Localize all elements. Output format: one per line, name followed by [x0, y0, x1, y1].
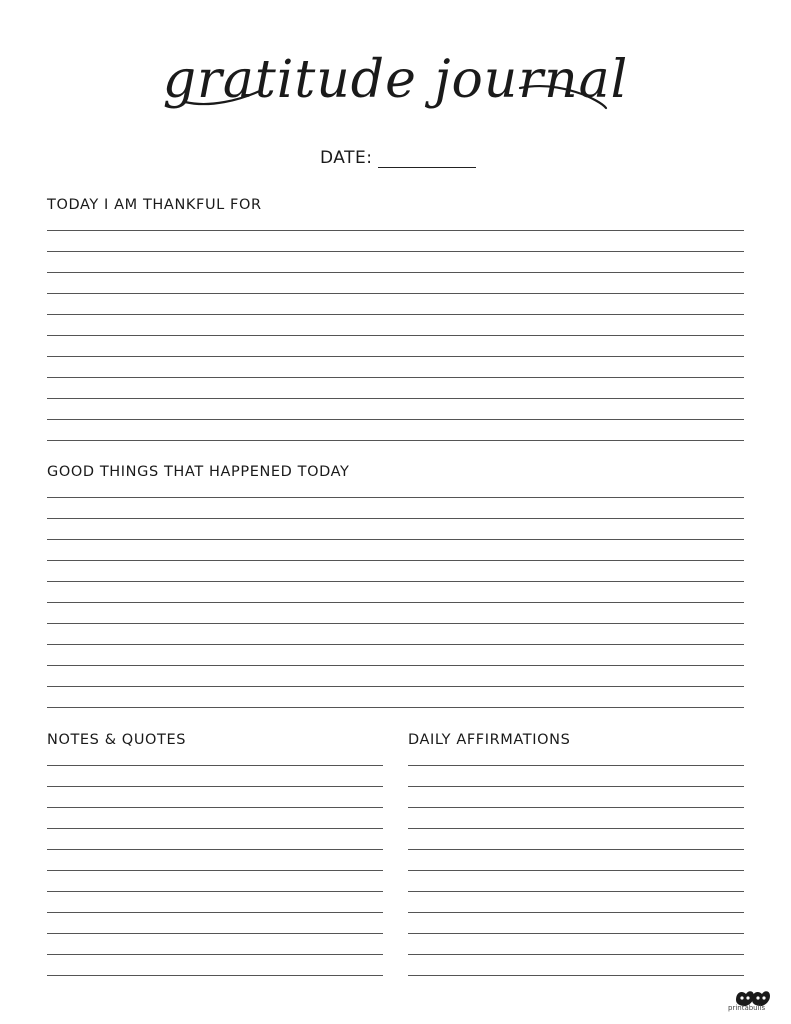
writing-line[interactable] — [47, 786, 383, 787]
writing-line[interactable] — [47, 293, 744, 294]
writing-line[interactable] — [47, 377, 744, 378]
writing-line[interactable] — [47, 497, 744, 498]
writing-line[interactable] — [47, 870, 383, 871]
writing-line[interactable] — [408, 786, 744, 787]
affirmations-lines[interactable] — [408, 765, 744, 977]
writing-line[interactable] — [47, 251, 744, 252]
writing-line[interactable] — [47, 807, 383, 808]
writing-line[interactable] — [47, 335, 744, 336]
writing-line[interactable] — [47, 975, 383, 976]
writing-line[interactable] — [408, 891, 744, 892]
writing-line[interactable] — [47, 581, 744, 582]
writing-line[interactable] — [408, 849, 744, 850]
writing-line[interactable] — [47, 398, 744, 399]
date-label: DATE: — [320, 148, 373, 168]
heading-affirmations: DAILY AFFIRMATIONS — [408, 732, 571, 748]
writing-line[interactable] — [47, 665, 744, 666]
notes-lines[interactable] — [47, 765, 383, 977]
writing-line[interactable] — [47, 954, 383, 955]
title-text: gratitude journal — [162, 50, 629, 110]
writing-line[interactable] — [47, 560, 744, 561]
writing-line[interactable] — [47, 539, 744, 540]
writing-line[interactable] — [47, 314, 744, 315]
writing-line[interactable] — [47, 419, 744, 420]
writing-line[interactable] — [47, 230, 744, 231]
date-row — [320, 148, 476, 168]
writing-line[interactable] — [408, 807, 744, 808]
date-field[interactable] — [378, 149, 476, 168]
good-things-lines[interactable] — [47, 497, 744, 709]
writing-line[interactable] — [408, 954, 744, 955]
writing-line[interactable] — [47, 765, 383, 766]
writing-line[interactable] — [47, 602, 744, 603]
heading-thankful: TODAY I AM THANKFUL FOR — [47, 197, 262, 213]
writing-line[interactable] — [47, 623, 744, 624]
writing-line[interactable] — [47, 849, 383, 850]
writing-line[interactable] — [47, 912, 383, 913]
writing-line[interactable] — [408, 828, 744, 829]
writing-line[interactable] — [47, 272, 744, 273]
writing-line[interactable] — [47, 933, 383, 934]
writing-line[interactable] — [408, 912, 744, 913]
journal-title — [0, 30, 791, 140]
writing-line[interactable] — [47, 356, 744, 357]
writing-line[interactable] — [47, 891, 383, 892]
writing-line[interactable] — [408, 933, 744, 934]
thankful-lines[interactable] — [47, 230, 744, 442]
writing-line[interactable] — [47, 440, 744, 441]
writing-line[interactable] — [408, 975, 744, 976]
logo-text: printabulls — [728, 1004, 766, 1012]
heading-notes: NOTES & QUOTES — [47, 732, 187, 748]
writing-line[interactable] — [47, 707, 744, 708]
writing-line[interactable] — [408, 870, 744, 871]
writing-line[interactable] — [47, 518, 744, 519]
writing-line[interactable] — [408, 765, 744, 766]
writing-line[interactable] — [47, 644, 744, 645]
writing-line[interactable] — [47, 686, 744, 687]
heading-good-things: GOOD THINGS THAT HAPPENED TODAY — [47, 464, 350, 480]
writing-line[interactable] — [47, 828, 383, 829]
